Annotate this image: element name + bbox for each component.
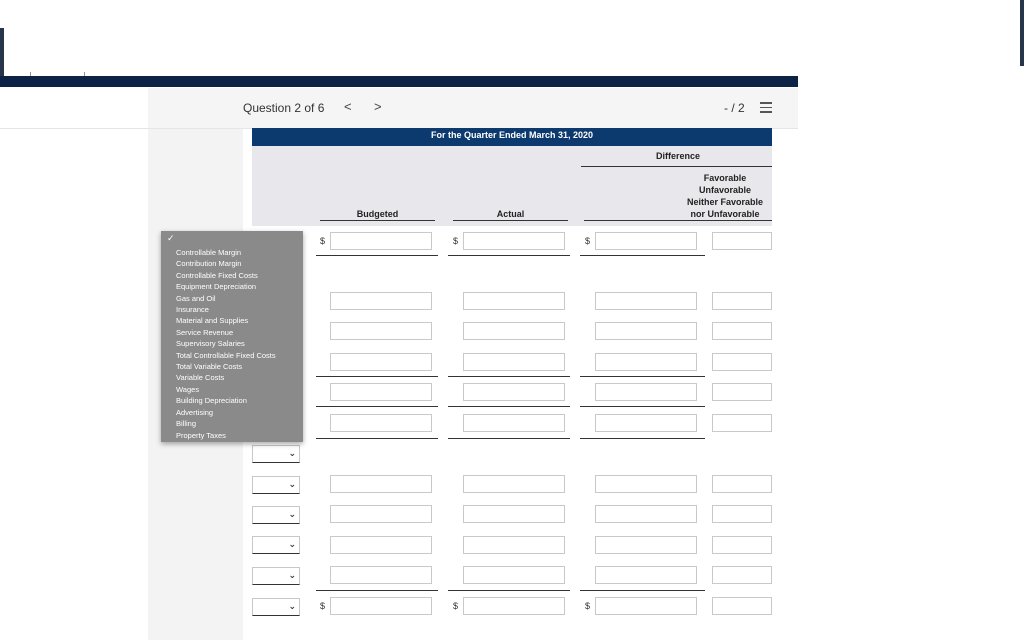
difference-options	[660, 172, 790, 220]
budgeted-input[interactable]	[330, 414, 432, 432]
budgeted-input[interactable]	[330, 353, 432, 371]
account-select[interactable]	[252, 445, 300, 463]
window-edge-left	[0, 28, 4, 76]
currency-symbol: $	[453, 601, 459, 611]
favorability-select[interactable]	[712, 414, 772, 432]
favorability-select[interactable]	[712, 505, 772, 523]
question-label: Question 2 of 6	[243, 101, 325, 115]
budgeted-input[interactable]	[330, 505, 432, 523]
dropdown-option[interactable]: Wages	[176, 384, 200, 394]
difference-option: Neither Favorable	[686, 197, 764, 207]
dropdown-option[interactable]: Supervisory Salaries	[176, 339, 245, 349]
dropdown-option[interactable]: Service Revenue	[176, 327, 234, 337]
question-score: - / 2	[724, 101, 745, 115]
favorability-select[interactable]	[712, 292, 772, 310]
row-underline	[316, 590, 438, 591]
difference-underline	[581, 166, 772, 167]
favorability-select[interactable]	[712, 475, 772, 493]
account-select[interactable]	[252, 476, 300, 494]
difference-input[interactable]	[595, 292, 697, 310]
budgeted-input[interactable]	[330, 566, 432, 584]
row-underline	[580, 438, 705, 439]
currency-symbol: $	[320, 236, 326, 246]
row-underline	[448, 590, 570, 591]
row-underline	[448, 438, 570, 439]
actual-input[interactable]	[463, 505, 565, 523]
difference-input[interactable]	[595, 232, 697, 250]
account-select[interactable]	[252, 506, 300, 524]
difference-label: Difference	[655, 151, 700, 161]
dropdown-option[interactable]: Advertising	[176, 407, 214, 417]
question-header	[148, 88, 798, 129]
difference-input[interactable]	[595, 353, 697, 371]
actual-input[interactable]	[463, 322, 565, 340]
difference-input[interactable]	[595, 414, 697, 432]
favorability-select[interactable]	[712, 232, 772, 250]
chevron-down-icon: ⌄	[288, 448, 296, 458]
budgeted-input[interactable]	[330, 475, 432, 493]
row-underline	[316, 376, 438, 377]
budgeted-input[interactable]	[330, 383, 432, 401]
favorability-select[interactable]	[712, 353, 772, 371]
favorability-select[interactable]	[712, 597, 772, 615]
difference-input[interactable]	[595, 505, 697, 523]
dropdown-option[interactable]: Billing	[176, 419, 197, 429]
actual-input[interactable]	[463, 232, 565, 250]
browser-top-area	[0, 0, 1024, 76]
actual-input[interactable]	[463, 475, 565, 493]
difference-input[interactable]	[595, 597, 697, 615]
account-select[interactable]	[252, 567, 300, 585]
difference-input[interactable]	[595, 536, 697, 554]
favorability-select[interactable]	[712, 566, 772, 584]
currency-symbol: $	[585, 236, 591, 246]
dropdown-option[interactable]: Gas and Oil	[176, 293, 216, 303]
row-underline	[448, 406, 570, 407]
dropdown-option[interactable]: Controllable Margin	[176, 248, 242, 257]
row-underline	[316, 255, 438, 256]
dropdown-option[interactable]: Contribution Margin	[176, 259, 242, 269]
dropdown-option[interactable]: Total Controllable Fixed Costs	[176, 350, 276, 360]
difference-input[interactable]	[595, 566, 697, 584]
difference-input[interactable]	[595, 322, 697, 340]
actual-input[interactable]	[463, 566, 565, 584]
budgeted-column-header: Budgeted	[356, 209, 399, 219]
budgeted-input[interactable]	[330, 292, 432, 310]
account-select[interactable]	[252, 598, 300, 616]
actual-input[interactable]	[463, 292, 565, 310]
navy-header-strip	[0, 76, 798, 87]
previous-question-button[interactable]: <	[344, 99, 352, 114]
row-underline	[580, 376, 705, 377]
row-underline	[316, 438, 438, 439]
budgeted-underline	[320, 220, 435, 221]
dropdown-option[interactable]: Insurance	[176, 305, 209, 315]
difference-input[interactable]	[595, 383, 697, 401]
dropdown-option[interactable]: Total Variable Costs	[176, 362, 243, 372]
chevron-down-icon: ⌄	[288, 570, 296, 580]
actual-input[interactable]	[463, 536, 565, 554]
currency-symbol: $	[453, 236, 459, 246]
dropdown-option[interactable]: Variable Costs	[176, 373, 225, 383]
chevron-down-icon: ⌄	[288, 509, 296, 519]
period-title: For the Quarter Ended March 31, 2020	[252, 128, 772, 146]
dropdown-options	[176, 247, 276, 441]
budgeted-input[interactable]	[330, 322, 432, 340]
list-icon[interactable]	[760, 102, 772, 113]
row-underline	[316, 406, 438, 407]
actual-input[interactable]	[463, 353, 565, 371]
row-underline	[580, 590, 705, 591]
row-underline	[448, 255, 570, 256]
favorability-select[interactable]	[712, 322, 772, 340]
chevron-down-icon: ⌄	[288, 601, 296, 611]
dropdown-option[interactable]: Equipment Depreciation	[176, 282, 257, 292]
divider	[0, 128, 148, 129]
strip-tick	[84, 72, 85, 76]
actual-input[interactable]	[463, 383, 565, 401]
chevron-down-icon: ⌄	[288, 479, 296, 489]
row-underline	[580, 406, 705, 407]
dropdown-option[interactable]: Controllable Fixed Costs	[176, 270, 258, 280]
window-edge-right	[1020, 0, 1024, 66]
actual-input[interactable]	[463, 597, 565, 615]
currency-symbol: $	[585, 601, 591, 611]
dropdown-option[interactable]: Material and Supplies	[176, 316, 249, 326]
dropdown-option[interactable]: Building Depreciation	[176, 396, 247, 406]
actual-column-header: Actual	[496, 209, 525, 219]
row-underline	[448, 376, 570, 377]
strip-tick	[30, 72, 31, 76]
account-select[interactable]	[252, 536, 300, 554]
difference-option: Unfavorable	[698, 185, 751, 195]
difference-input[interactable]	[595, 475, 697, 493]
difference-header-underline	[584, 220, 772, 221]
row-underline	[580, 255, 705, 256]
difference-option: Favorable	[703, 173, 747, 183]
budgeted-input[interactable]	[330, 597, 432, 615]
check-icon: ✓	[167, 233, 175, 243]
budgeted-input[interactable]	[330, 232, 432, 250]
next-question-button[interactable]: >	[374, 99, 382, 114]
difference-option: nor Unfavorable	[690, 209, 760, 219]
currency-symbol: $	[320, 601, 326, 611]
chevron-down-icon: ⌄	[288, 539, 296, 549]
budgeted-input[interactable]	[330, 536, 432, 554]
dropdown-option[interactable]: Property Taxes	[176, 430, 226, 440]
actual-input[interactable]	[463, 414, 565, 432]
actual-underline	[453, 220, 568, 221]
favorability-select[interactable]	[712, 536, 772, 554]
favorability-select[interactable]	[712, 383, 772, 401]
